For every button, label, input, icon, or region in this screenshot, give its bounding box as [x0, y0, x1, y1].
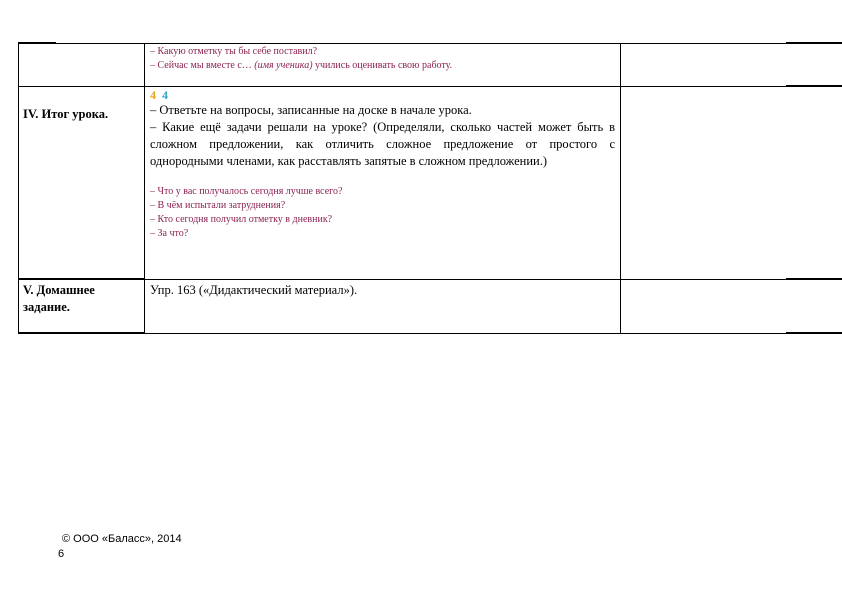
row-divider: [786, 85, 842, 87]
row-2-content: [150, 88, 615, 241]
paragraph: – Какие ещё задачи решали на уроке? (Определяли, сколько частей может быть в сложном предложении, как отличить сложное предложение от простого с однородными членами, как расставлять запятые в сложном предложении.): [150, 120, 615, 168]
row-divider: [144, 279, 786, 280]
table-top-border: [56, 43, 786, 44]
column-divider: [620, 43, 621, 333]
paragraph: – Ответьте на вопросы, записанные на доске в начале урока.: [150, 103, 472, 117]
table-top-border: [18, 42, 56, 44]
question-line: – Какую отметку ты бы себе поставил?: [150, 46, 318, 57]
grade-marks: [150, 88, 615, 102]
lesson-text: [150, 102, 615, 170]
question-line: – За что?: [150, 228, 189, 239]
table-bottom-border: [786, 332, 842, 334]
stage-title: V. Домашнее задание.: [23, 283, 95, 314]
row-divider: [786, 278, 842, 280]
copyright: © ООО «Баласс», 2014: [62, 533, 182, 545]
grade-mark: 4: [162, 88, 168, 102]
table-bottom-border: [144, 333, 786, 334]
row-1-questions: [150, 45, 615, 73]
table-bottom-border: [18, 332, 144, 334]
reflection-questions: [150, 185, 615, 241]
table-top-border: [786, 42, 842, 44]
question-line: [150, 59, 615, 73]
question-line: – Что у вас получалось сегодня лучше всего?: [150, 186, 343, 197]
column-divider: [144, 43, 145, 333]
question-italic: (имя ученика): [254, 60, 313, 71]
grade-mark: 4: [150, 88, 156, 102]
homework-text: Упр. 163 («Дидактический материал»).: [150, 283, 358, 297]
stage-title: IV. Итог урока.: [23, 107, 109, 121]
question-text: – Сейчас мы вместе с…: [150, 60, 255, 71]
table-left-border: [18, 43, 19, 333]
row-divider: [18, 86, 786, 87]
page-number: 6: [58, 548, 65, 560]
row-divider: [18, 278, 144, 280]
question-line: – В чём испытали затруднения?: [150, 200, 286, 211]
question-line: – Кто сегодня получил отметку в дневник?: [150, 214, 333, 225]
question-text: учились оценивать свою работу.: [312, 60, 453, 71]
